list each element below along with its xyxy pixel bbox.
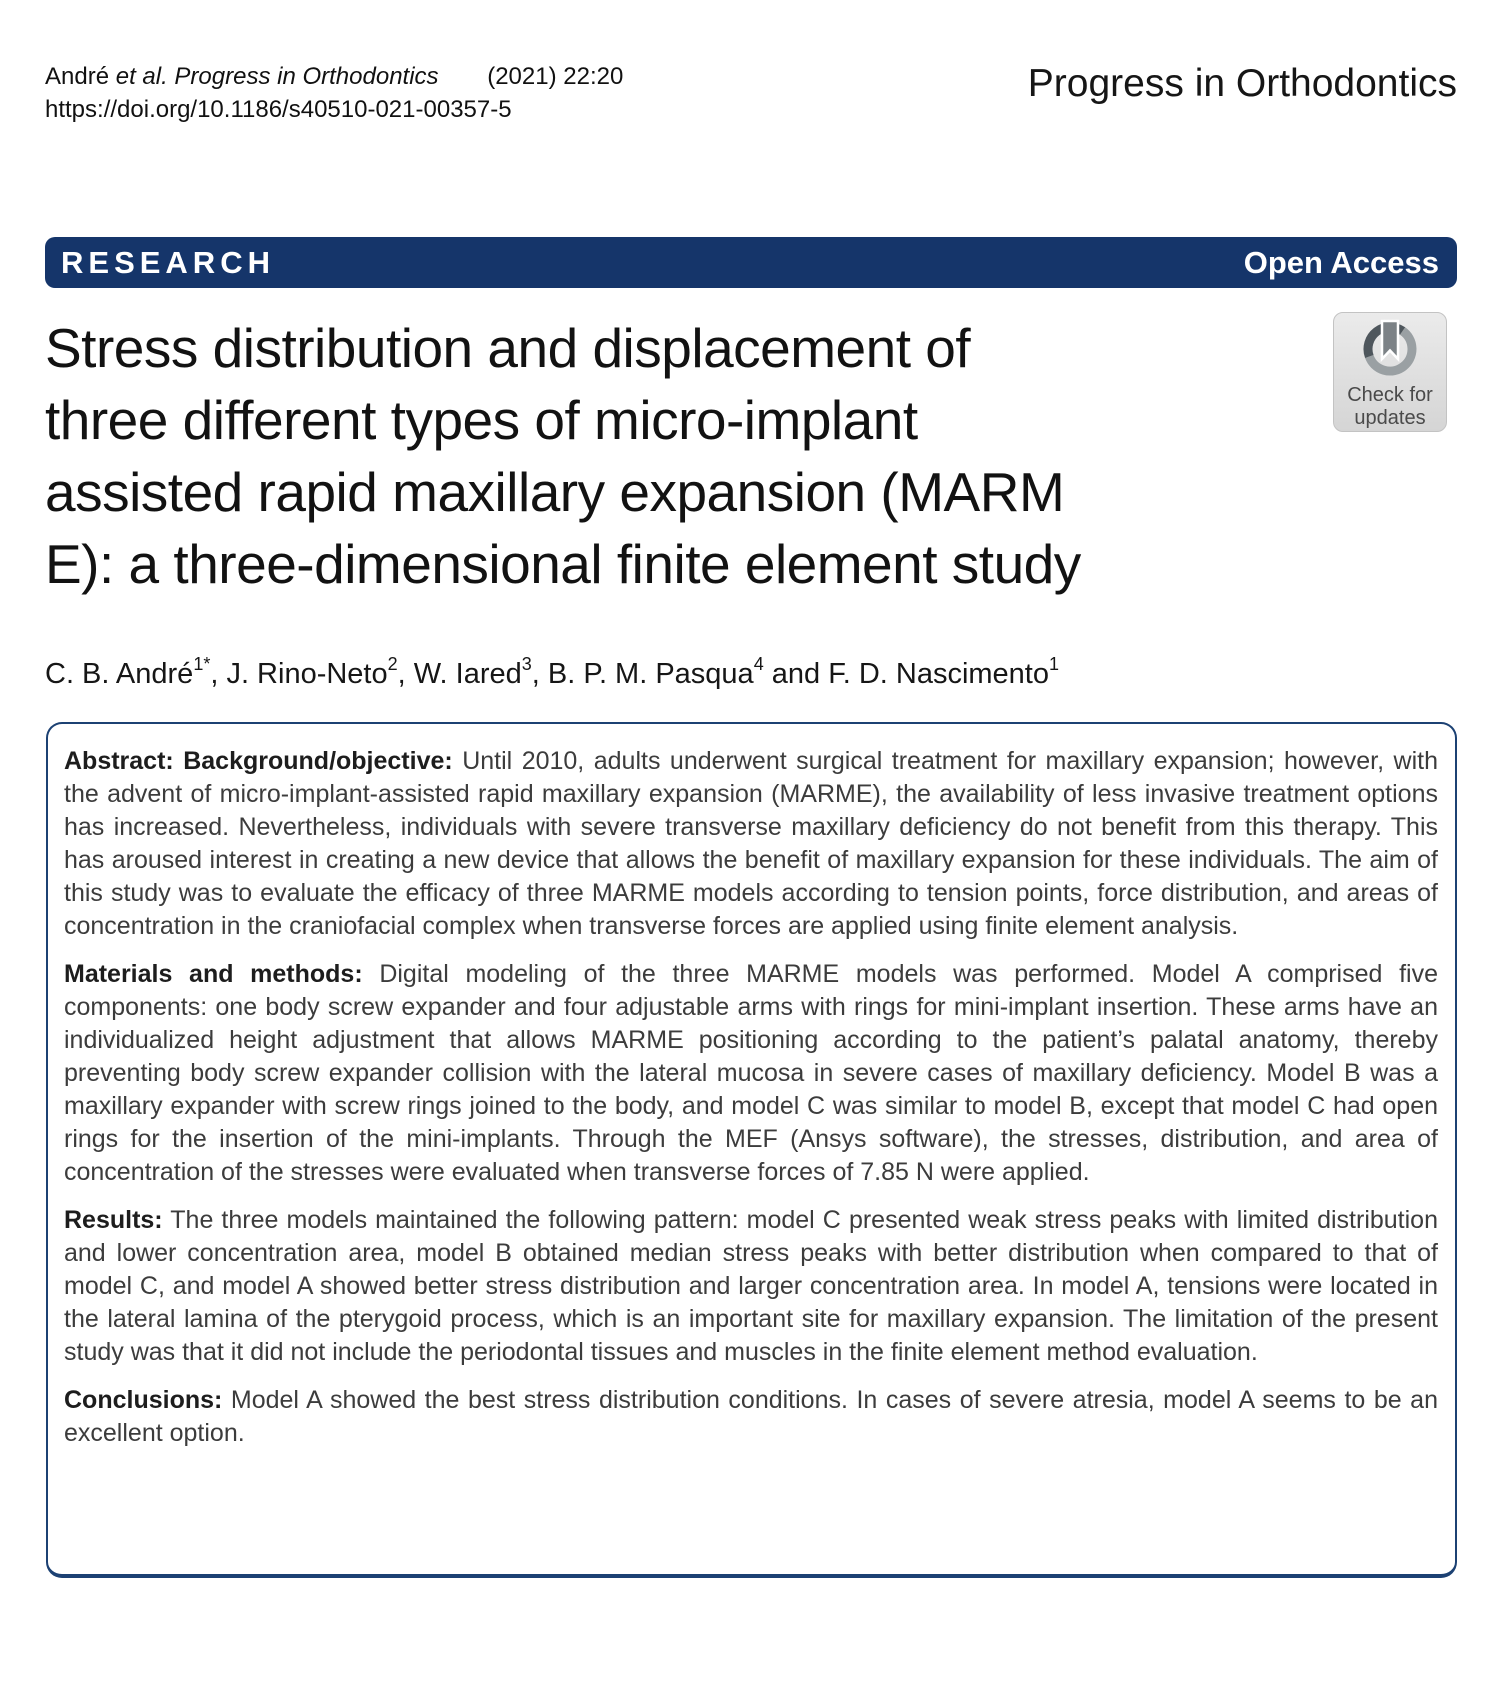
check-for-updates-button[interactable] [1333, 312, 1447, 432]
article-title [45, 312, 1305, 600]
author-2: , J. Rino-Neto$^2$ [210, 654, 398, 690]
citation-line [45, 60, 623, 93]
check-for-updates-label [1347, 384, 1433, 430]
author-1: C. B. André$^{1*}$ [45, 654, 211, 690]
author-4-affiliation: 4 [753, 654, 764, 674]
journal-name: Progress in Orthodontics [1027, 62, 1457, 105]
abstract-methods-paragraph [64, 958, 1438, 1189]
abstract-conclusions-paragraph [64, 1384, 1438, 1450]
research-label: RESEARCH [61, 244, 275, 280]
title-line-2: three different types of micro-implant [45, 389, 918, 451]
abstract-methods-text: Digital modeling of the three MARME models was performed. Model A comprised five components: one body screw expander and four adjustable arms with rings for mini-implant insertion. These arms have an individualized height adjustment that allows MARME positioning according to the patient’s palatal anatomy, thereby preventing body screw expander collision with the lateral mucosa in severe cases of maxillary deficiency. Model B was a maxillary expander with screw rings joined to the body, and model C was similar to model B, except that model C had open rings for the insertion of the mini-implants. Through the MEF (Ansys software), the stresses, distribution, and area of concentration of the stresses were evaluated when transverse forces of 7.85 N were applied. [64, 960, 1438, 1186]
abstract-results-paragraph [64, 1204, 1438, 1369]
abstract-results-text: The three models maintained the following pattern: model C presented weak stress peaks with limited distribution and lower concentration area, model B obtained median stress peaks with better distribution when compared to that of model C, and model A showed better stress distribution and larger concentration area. In model A, tensions were located in the lateral lamina of the pterygoid process, which is an important site for maxillary expansion. The limitation of the present study was that it did not include the periodontal tissues and muscles in the finite element method evaluation. [64, 1206, 1438, 1366]
author-5-affiliation: 1 [1049, 654, 1060, 674]
author-list [45, 654, 1345, 691]
abstract-background-label: Abstract: Background/objective: [64, 747, 453, 775]
title-line-1: Stress distribution and displacement of [45, 317, 971, 379]
abstract-box [46, 722, 1457, 1578]
author-3-affiliation: 3 [521, 654, 532, 674]
author-4: , B. P. M. Pasqua$^4$ [531, 654, 764, 690]
abstract-conclusions-label: Conclusions: [64, 1386, 223, 1414]
abstract-background-text: Until 2010, adults underwent surgical treatment for maxillary expansion; however, with the advent of micro-implant-assisted rapid maxillary expansion (MARME), the availability of less invasive treatment options has increased. Nevertheless, individuals with severe transverse maxillary deficiency do not benefit from this therapy. This has aroused interest in creating a new device that allows the benefit of maxillary expansion for these individuals. The aim of this study was to evaluate the efficacy of three MARME models according to tension points, force distribution, and areas of concentration in the craniofacial complex when transverse forces are applied using finite element analysis. [64, 747, 1438, 940]
masthead [45, 60, 1457, 126]
section-banner [45, 237, 1457, 288]
updates-label-line1: Check for [1347, 384, 1433, 406]
abstract-background-paragraph [64, 745, 1438, 943]
citation-author: André [45, 63, 110, 90]
doi-link[interactable]: https://doi.org/10.1186/s40510-021-00357-5 [45, 96, 512, 123]
author-5: and F. D. Nascimento$^1$ [763, 654, 1060, 690]
title-line-4: E): a three-dimensional finite element study [45, 533, 1081, 595]
abstract-results-label: Results: [64, 1206, 163, 1234]
crossmark-icon [1358, 319, 1422, 383]
title-line-3: assisted rapid maxillary expansion (MARM [45, 461, 1065, 523]
author-3: , W. Iared$^3$ [397, 654, 532, 690]
citation-block [45, 60, 623, 126]
abstract-methods-label: Materials and methods: [64, 960, 363, 988]
abstract-conclusions-text: Model A showed the best stress distribution conditions. In cases of severe atresia, model A seems to be an excellent option. [64, 1386, 1438, 1447]
author-1-affiliation: 1* [193, 654, 211, 674]
citation-issue: (2021) 22:20 [487, 63, 624, 90]
author-2-affiliation: 2 [387, 654, 398, 674]
updates-label-line2: updates [1354, 407, 1426, 429]
open-access-label: Open Access [1243, 244, 1439, 280]
citation-journal-italic: et al. Progress in Orthodontics [115, 63, 439, 90]
